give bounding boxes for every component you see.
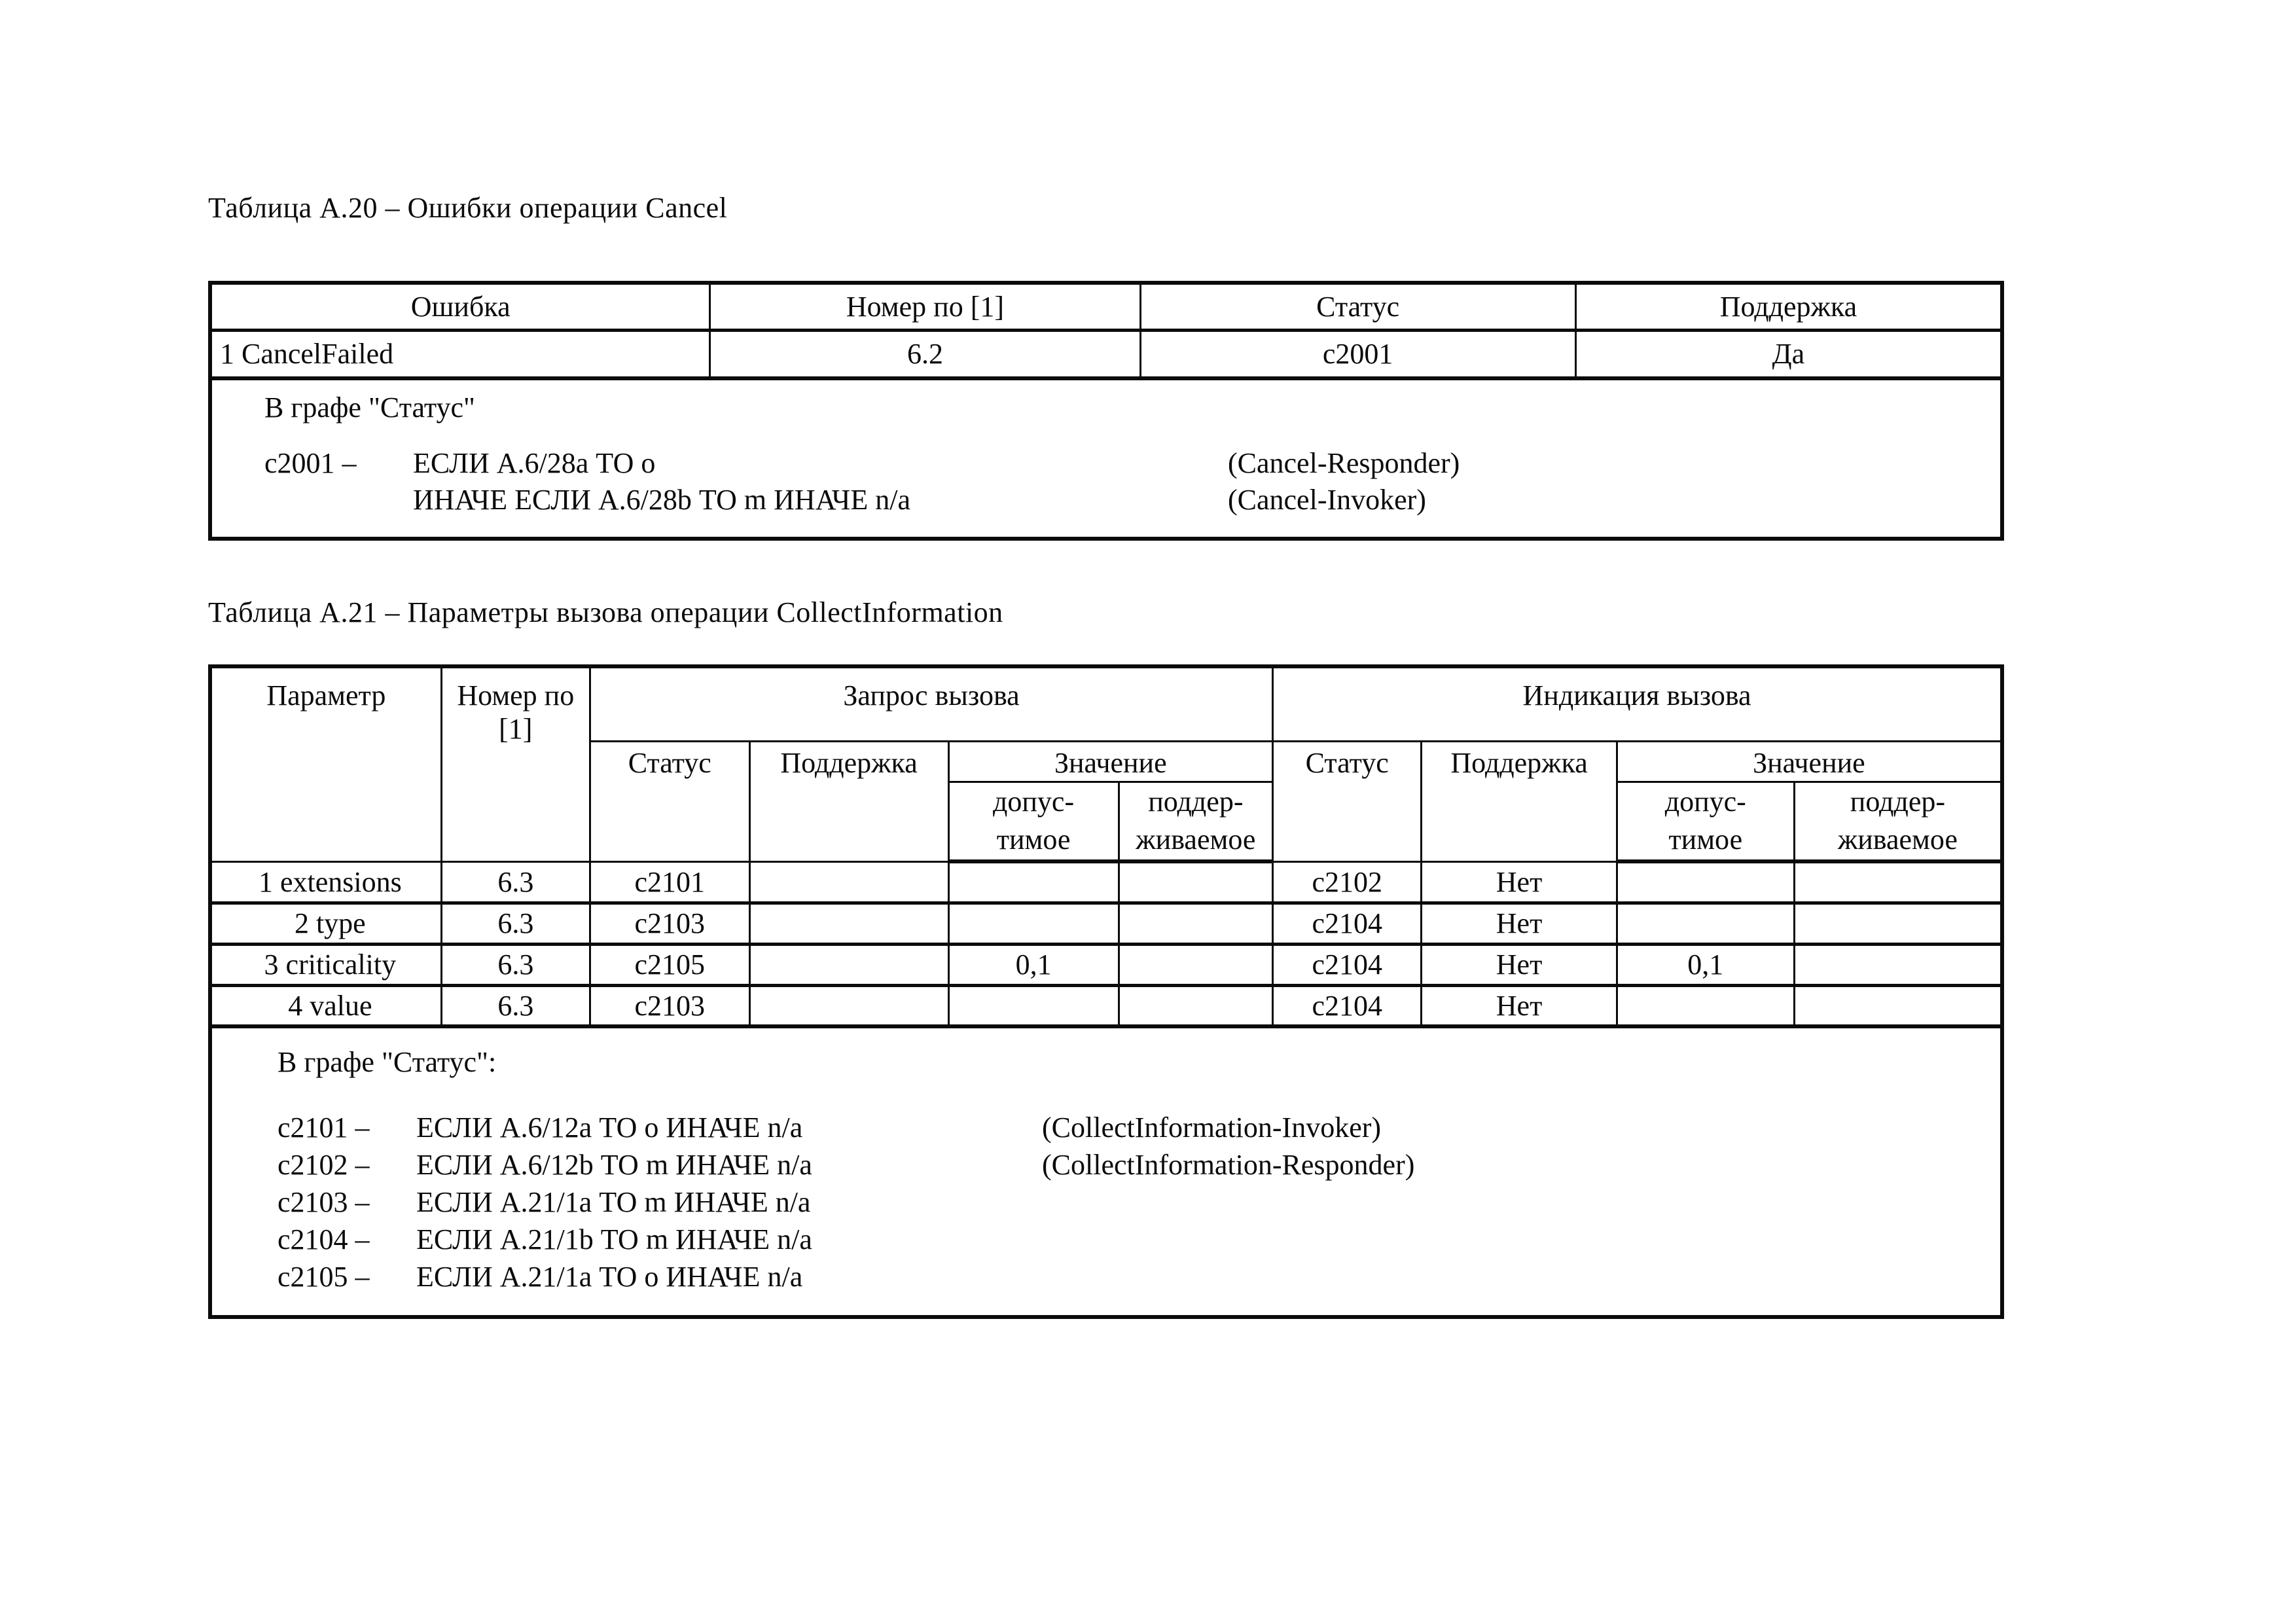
allowed-line1: допус-	[1664, 785, 1746, 818]
note-annotation: (CollectInformation-Responder)	[1042, 1149, 1415, 1181]
note-text: ЕСЛИ А.21/1b ТО m ИНАЧЕ n/a	[416, 1223, 812, 1255]
table-a21	[208, 664, 2004, 1319]
supported-line1: поддер-	[1850, 785, 1946, 818]
cell-request-supported	[1119, 861, 1272, 903]
table-a20-caption: Таблица А.20 – Ошибки операции Cancel	[208, 192, 728, 224]
table-row	[210, 985, 2002, 1026]
note-text: ЕСЛИ А.21/1а ТО m ИНАЧЕ n/a	[416, 1186, 811, 1218]
column-header-indication-supported	[1794, 782, 2002, 861]
cell-indication-supported	[1794, 903, 2002, 944]
table-row	[210, 330, 2002, 378]
table-a20	[208, 281, 2004, 541]
cell-request-supported	[1119, 985, 1272, 1026]
cell-parameter: 1 extensions	[210, 861, 441, 903]
table-a21-caption: Таблица А.21 – Параметры вызова операции CollectInformation	[208, 596, 1003, 628]
column-header-error: Ошибка	[210, 283, 710, 330]
column-header-request-status: Статус	[590, 741, 749, 861]
column-header-request-value: Значение	[948, 741, 1273, 782]
cell-request-status: c2103	[590, 985, 749, 1026]
note-line	[264, 482, 1981, 518]
allowed-line2: тимое	[1668, 823, 1743, 856]
note-heading: В графе "Статус"	[264, 391, 475, 424]
column-header-number-line1: Номер по	[457, 679, 575, 712]
cell-indication-status: c2104	[1273, 985, 1422, 1026]
cell-indication-support: Нет	[1422, 903, 1617, 944]
document-page	[208, 191, 2004, 1319]
column-header-request-support: Поддержка	[749, 741, 948, 861]
cell-indication-status: c2104	[1273, 944, 1422, 985]
note-line	[278, 1183, 1981, 1221]
note-annotation: (CollectInformation-Invoker)	[1042, 1111, 1382, 1144]
cell-indication-status: c2104	[1273, 903, 1422, 944]
cell-request-supported	[1119, 944, 1272, 985]
note-code: c2105 –	[278, 1261, 370, 1293]
cell-parameter: 3 criticality	[210, 944, 441, 985]
note-code: c2102 –	[278, 1149, 370, 1181]
cell-indication-allowed	[1617, 903, 1794, 944]
allowed-line1: допус-	[993, 785, 1075, 818]
cell-request-allowed	[948, 985, 1119, 1026]
note-line	[278, 1258, 1981, 1295]
cell-indication-allowed: 0,1	[1617, 944, 1794, 985]
note-code: c2101 –	[278, 1111, 370, 1144]
column-header-number	[441, 666, 590, 861]
allowed-line2: тимое	[996, 823, 1071, 856]
note-text: ЕСЛИ А.6/28а ТО о	[413, 447, 656, 479]
note-text: ЕСЛИ А.6/12b ТО m ИНАЧЕ n/a	[416, 1149, 812, 1181]
supported-line1: поддер-	[1148, 785, 1244, 818]
note-line	[278, 1146, 1981, 1183]
cell-request-allowed	[948, 861, 1119, 903]
cell-number: 6.2	[710, 330, 1140, 378]
cell-number: 6.3	[441, 861, 590, 903]
cell-indication-support: Нет	[1422, 944, 1617, 985]
cell-status: c2001	[1140, 330, 1575, 378]
table-a20-header-row	[210, 283, 2002, 330]
cell-request-status: c2101	[590, 861, 749, 903]
column-header-request-supported	[1119, 782, 1272, 861]
cell-request-supported	[1119, 903, 1272, 944]
group-header-indication: Индикация вызова	[1273, 666, 2002, 741]
column-header-indication-allowed	[1617, 782, 1794, 861]
cell-request-support	[749, 903, 948, 944]
cell-request-allowed: 0,1	[948, 944, 1119, 985]
group-header-request: Запрос вызова	[590, 666, 1272, 741]
note-text: ЕСЛИ А.21/1а ТО о ИНАЧЕ n/a	[416, 1261, 803, 1293]
table-a20-note-row	[210, 378, 2002, 539]
column-header-number: Номер по [1]	[710, 283, 1140, 330]
note-code: c2103 –	[278, 1186, 370, 1218]
column-header-indication-status: Статус	[1273, 741, 1422, 861]
cell-parameter: 4 value	[210, 985, 441, 1026]
note-line	[278, 1109, 1981, 1146]
cell-indication-allowed	[1617, 985, 1794, 1026]
table-row	[210, 944, 2002, 985]
cell-support: Да	[1575, 330, 2002, 378]
note-line	[264, 445, 1981, 482]
note-heading: В графе "Статус":	[278, 1046, 497, 1078]
cell-indication-supported	[1794, 944, 2002, 985]
table-a21-note	[210, 1026, 2002, 1317]
cell-number: 6.3	[441, 903, 590, 944]
cell-indication-status: c2102	[1273, 861, 1422, 903]
table-a21-header-row-groups	[210, 666, 2002, 741]
cell-request-status: c2105	[590, 944, 749, 985]
cell-request-support	[749, 944, 948, 985]
cell-number: 6.3	[441, 985, 590, 1026]
supported-line2: живаемое	[1837, 823, 1958, 856]
column-header-number-line2: [1]	[499, 713, 533, 745]
note-code: c2001 –	[264, 447, 357, 479]
cell-request-support	[749, 861, 948, 903]
cell-indication-supported	[1794, 861, 2002, 903]
column-header-indication-value: Значение	[1617, 741, 2002, 782]
cell-number: 6.3	[441, 944, 590, 985]
cell-request-allowed	[948, 903, 1119, 944]
note-text: ЕСЛИ А.6/12а ТО о ИНАЧЕ n/a	[416, 1111, 803, 1144]
column-header-status: Статус	[1140, 283, 1575, 330]
cell-indication-allowed	[1617, 861, 1794, 903]
note-annotation: (Cancel-Invoker)	[1228, 484, 1426, 516]
note-code-spacer	[264, 482, 413, 518]
cell-indication-support: Нет	[1422, 861, 1617, 903]
note-line	[278, 1221, 1981, 1258]
column-header-support: Поддержка	[1575, 283, 2002, 330]
cell-request-support	[749, 985, 948, 1026]
cell-request-status: c2103	[590, 903, 749, 944]
cell-error-name: 1 CancelFailed	[210, 330, 710, 378]
note-code: c2104 –	[278, 1223, 370, 1255]
supported-line2: живаемое	[1136, 823, 1256, 856]
cell-indication-supported	[1794, 985, 2002, 1026]
table-row	[210, 861, 2002, 903]
note-annotation: (Cancel-Responder)	[1228, 447, 1460, 479]
table-a20-note	[210, 378, 2002, 539]
table-a21-note-row	[210, 1026, 2002, 1317]
cell-parameter: 2 type	[210, 903, 441, 944]
column-header-indication-support: Поддержка	[1422, 741, 1617, 861]
cell-indication-support: Нет	[1422, 985, 1617, 1026]
note-text: ИНАЧЕ ЕСЛИ А.6/28b ТО m ИНАЧЕ n/a	[413, 484, 911, 516]
column-header-parameter: Параметр	[210, 666, 441, 861]
table-row	[210, 903, 2002, 944]
column-header-request-allowed	[948, 782, 1119, 861]
